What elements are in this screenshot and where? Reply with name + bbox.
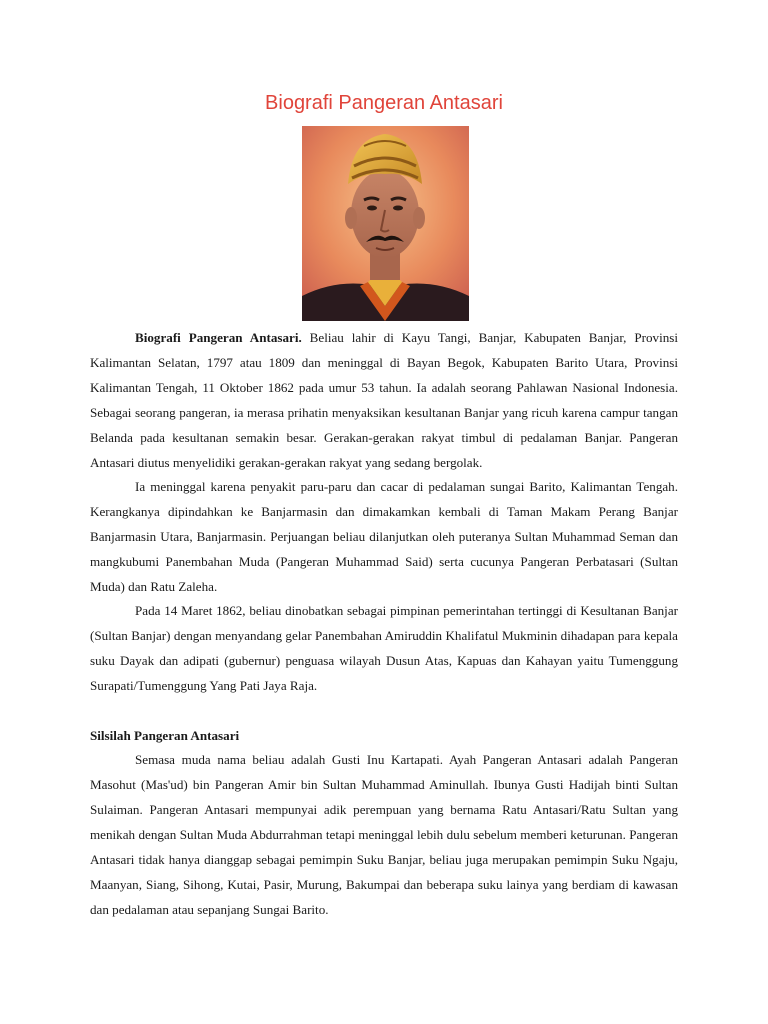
- paragraph-1-text: Beliau lahir di Kayu Tangi, Banjar, Kabupaten Banjar, Provinsi Kalimantan Selatan, 1797 atau 1809 dan meninggal di Bayan Begok, Kabupaten Barito Utara, Provinsi Kalimantan Tengah, 11 Oktober 1862 pada umur 53 tahun. Ia adalah seorang Pahlawan Nasional Indonesia. Sebagai seorang pangeran, ia merasa prihatin menyaksikan kesultanan Banjar yang ricuh karena campur tangan Belanda pada kesultanan semakin besar. Gerakan-gerakan rakyat timbul di pedalaman Banjar. Pangeran Antasari diutus menyelidiki gerakan-gerakan rakyat yang sedang bergolak.: [90, 330, 678, 470]
- paragraph-2: Ia meninggal karena penyakit paru-paru dan cacar di pedalaman sungai Barito, Kalimantan Tengah. Kerangkanya dipindahkan ke Banjarmasin dan dimakamkan kembali di Taman Makam Perang Banjar Banjarmasin Utara, Banjarmasin. Perjuangan beliau dilanjutkan oleh puteranya Sultan Muhammad Seman dan mangkubumi Panembahan Muda (Pangeran Muhammad Said) serta cucunya Pangeran Perbatasari (Sultan Muda) dan Ratu Zaleha.: [90, 479, 678, 594]
- paragraph-1-lead: Biografi Pangeran Antasari.: [135, 330, 302, 345]
- paragraph-3: Pada 14 Maret 1862, beliau dinobatkan sebagai pimpinan pemerintahan tertinggi di Kesultanan Banjar (Sultan Banjar) dengan menyandang gelar Panembahan Amiruddin Khalifatul Mukminin dihadapan para kepala suku Dayak dan adipati (gubernur) penguasa wilayah Dusun Atas, Kapuas dan Kahayan yaitu Tumenggung Surapati/Tumenggung Yang Pati Jaya Raja.: [90, 603, 678, 693]
- portrait-icon: [302, 126, 469, 321]
- section-heading: Silsilah Pangeran Antasari: [90, 728, 240, 743]
- portrait-image: [302, 126, 469, 321]
- paragraph-1: [90, 325, 678, 475]
- page-title: Biografi Pangeran Antasari: [265, 92, 503, 114]
- section-paragraph: Semasa muda nama beliau adalah Gusti Inu Kartapati. Ayah Pangeran Antasari adalah Pangeran Masohut (Mas'ud) bin Pangeran Amir bin Sultan Muhammad Aminullah. Ibunya Gusti Hadijah binti Sultan Sulaiman. Pangeran Antasari mempunyai adik perempuan yang bernama Ratu Antasari/Ratu Sultan yang menikah dengan Sultan Muda Abdurrahman tetapi meninggal lebih dulu sebelum memberi keturunan. Pangeran Antasari tidak hanya dianggap sebagai pemimpin Suku Banjar, beliau juga merupakan pemimpin Suku Ngaju, Maanyan, Siang, Sihong, Kutai, Pasir, Murung, Bakumpai dan beberapa suku lainya yang berdiam di kawasan dan pedalaman atau sepanjang Sungai Barito.: [90, 752, 678, 917]
